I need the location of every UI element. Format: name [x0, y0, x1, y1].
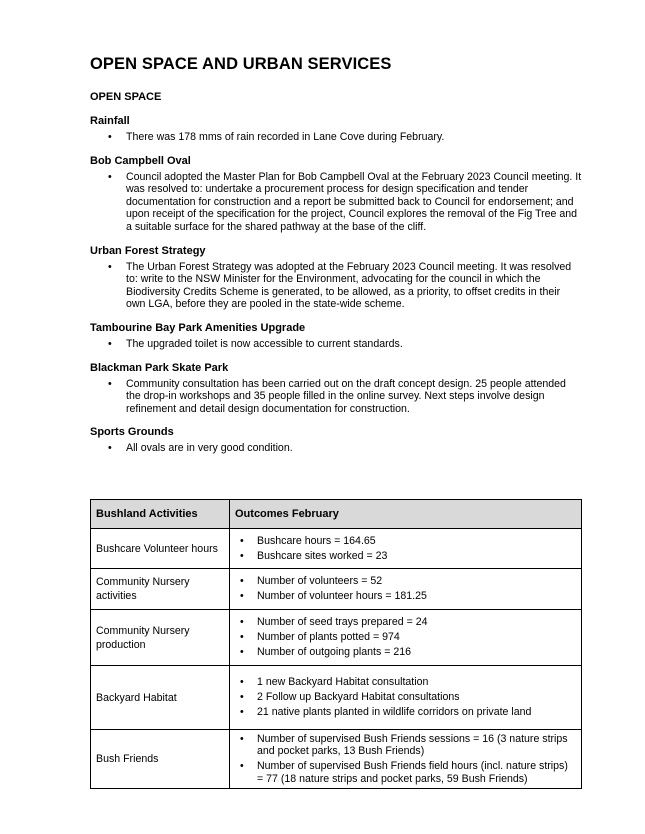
activity-cell: Community Nursery production [91, 610, 230, 666]
outcome-item: • Number of volunteer hours = 181.25 [257, 590, 576, 603]
topic-bullet: • Council adopted the Master Plan for Bob Campbell Oval at the February 2023 Council meeting. It was resolved to: undertake a procurement process for design specification and tender documentation for construction and a report be submitted back to Council for endorsement; and upon receipt of the specification for the project, Council explores the removal of the Fig Tree and a suitable surface for the shared pathway at the base of the cliff. [126, 171, 582, 234]
outcome-item: • Number of seed trays prepared = 24 [257, 616, 576, 629]
topic-sports-grounds [90, 426, 582, 455]
page-title: OPEN SPACE AND URBAN SERVICES [90, 55, 392, 73]
topic-heading: Tambourine Bay Park Amenities Upgrade [90, 321, 306, 334]
section-title: OPEN SPACE [90, 91, 162, 103]
topic-urban-forest-strategy [90, 245, 582, 311]
column-header: Outcomes February [230, 500, 582, 529]
topic-heading: Sports Grounds [90, 426, 174, 439]
topic-heading: Rainfall [90, 115, 130, 127]
topic-bob-campbell-oval [90, 155, 582, 234]
outcome-item: • Bushcare sites worked = 23 [257, 550, 576, 563]
topic-bullet: • All ovals are in very good condition. [126, 442, 582, 455]
table-row [91, 666, 582, 730]
outcome-item: • Number of outgoing plants = 216 [257, 646, 576, 659]
outcomes-cell [230, 730, 582, 789]
table-row [91, 610, 582, 666]
activity-cell: Backyard Habitat [91, 666, 230, 730]
topic-rainfall [90, 115, 582, 144]
outcome-item: • 1 new Backyard Habitat consultation [257, 676, 576, 689]
outcome-item: • 2 Follow up Backyard Habitat consultations [257, 691, 576, 704]
topic-blackman-park [90, 362, 582, 416]
outcomes-cell [230, 666, 582, 730]
outcome-item: • Number of supervised Bush Friends field hours (incl. nature strips) = 77 (18 nature strips and pocket parks, 59 Bush Friends) [257, 760, 576, 785]
table-row [91, 730, 582, 789]
table-row [91, 569, 582, 610]
topic-bullet: • Community consultation has been carried out on the draft concept design. 25 people attended the drop-in workshops and 35 people filled in the online survey. Next steps involve design refinement and detail design documentation for construction. [126, 378, 582, 416]
activity-cell: Community Nursery activities [91, 569, 230, 610]
topic-tambourine-bay [90, 322, 582, 351]
topic-bullet: • There was 178 mms of rain recorded in Lane Cove during February. [126, 131, 582, 144]
outcome-item: • Number of plants potted = 974 [257, 631, 576, 644]
outcomes-cell [230, 569, 582, 610]
activity-cell: Bushcare Volunteer hours [91, 529, 230, 569]
topic-bullet: • The Urban Forest Strategy was adopted at the February 2023 Council meeting. It was resolved to: write to the NSW Minister for the Environment, advocating for the council in which the Biodiversity Credits Scheme is generated, to be allowed, as a priority, to offset credits in their own LGA, before they are pooled in the state-wide scheme. [126, 261, 582, 311]
column-header: Bushland Activities [91, 500, 230, 529]
activity-cell: Bush Friends [91, 730, 230, 789]
table-header-row [91, 500, 582, 529]
outcome-item: • Bushcare hours = 164.65 [257, 535, 576, 548]
outcome-item: • Number of supervised Bush Friends sessions = 16 (3 nature strips and pocket parks, 13 Bush Friends) [257, 733, 576, 758]
bushland-activities-table [90, 499, 582, 789]
topic-heading: Urban Forest Strategy [90, 244, 206, 257]
outcome-item: • 21 native plants planted in wildlife corridors on private land [257, 706, 576, 719]
table-row [91, 529, 582, 569]
outcome-item: • Number of volunteers = 52 [257, 575, 576, 588]
document-page [90, 55, 582, 466]
topic-bullet: • The upgraded toilet is now accessible to current standards. [126, 338, 582, 351]
outcomes-cell [230, 610, 582, 666]
topic-heading: Bob Campbell Oval [90, 154, 191, 167]
topic-heading: Blackman Park Skate Park [90, 361, 229, 374]
outcomes-cell [230, 529, 582, 569]
